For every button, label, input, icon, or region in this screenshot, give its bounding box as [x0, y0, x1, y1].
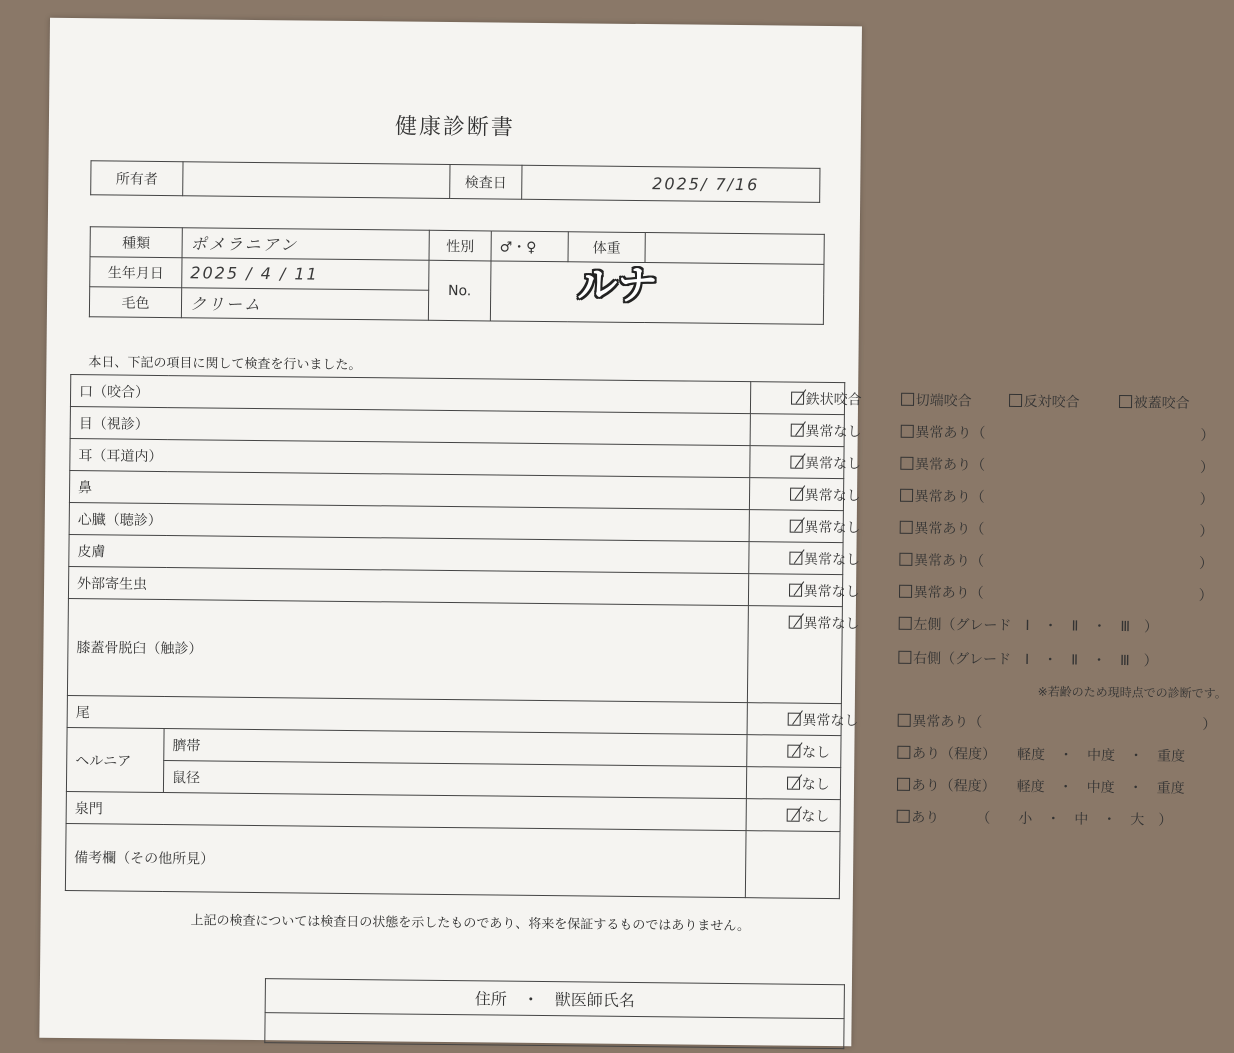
- close-paren: ）: [1199, 523, 1214, 540]
- tail-normal-option-label: 異常なし: [802, 712, 859, 729]
- breed-label: 種類: [90, 227, 182, 258]
- normal-option-label: 異常なし: [804, 519, 861, 536]
- patella-note: ※若齢のため現時点での診断です。: [1037, 684, 1227, 701]
- document-title: 健康診断書: [394, 114, 516, 141]
- exam-date-value: 2025/ 7/16: [522, 165, 820, 202]
- close-paren: ）: [1198, 555, 1214, 572]
- bite-option[interactable]: [1009, 390, 1080, 411]
- close-paren: ）: [1199, 491, 1214, 508]
- weight-label: 体重: [568, 232, 645, 263]
- close-paren: ）: [1200, 427, 1215, 444]
- tail-normal-option[interactable]: [787, 709, 858, 730]
- fontanelle-label: 泉門: [66, 792, 746, 831]
- normal-option-label: 異常なし: [803, 551, 861, 568]
- exam-row-options: [750, 382, 1190, 415]
- remarks-value[interactable]: [745, 831, 840, 899]
- normal-option[interactable]: [790, 452, 861, 473]
- breed-value: ポメラニアン: [182, 228, 429, 261]
- checkbox-icon[interactable]: [899, 552, 912, 565]
- sex-options: ♂・♀: [499, 239, 537, 256]
- abnormal-option[interactable]: [899, 581, 984, 602]
- exam-row-label: 耳（耳道内）: [70, 439, 750, 478]
- intro-text: 本日、下記の項目に関して検査を行いました。: [88, 355, 362, 374]
- abnormal-option-label: 異常あり（: [914, 456, 986, 474]
- hernia-inguinal-none-option[interactable]: [787, 773, 830, 793]
- exam-row-label: 心臓（聴診）: [69, 503, 749, 542]
- checkbox-icon[interactable]: [790, 455, 803, 468]
- checkbox-icon[interactable]: [787, 776, 800, 789]
- bite-option-label: 反対咬合: [1023, 393, 1080, 411]
- normal-option[interactable]: [790, 484, 861, 505]
- checkbox-icon[interactable]: [1009, 393, 1022, 406]
- checkbox-icon[interactable]: [897, 777, 910, 790]
- bite-option-label: 被蓋咬合: [1133, 394, 1190, 412]
- owner-value: [183, 162, 450, 199]
- footer-value: [265, 1013, 844, 1049]
- checkbox-icon[interactable]: [900, 424, 913, 437]
- patella-right-option-label: 右側（グレード Ⅰ ・ Ⅱ ・ Ⅲ ）: [912, 650, 1158, 670]
- pet-name-overlay: ルナ: [577, 262, 658, 310]
- checkbox-icon[interactable]: [787, 744, 800, 757]
- hernia-umbilical-none-option[interactable]: [787, 741, 830, 761]
- checkbox-icon[interactable]: [898, 651, 911, 664]
- fontanelle-present-option[interactable]: [896, 806, 939, 826]
- checkbox-icon[interactable]: [900, 456, 913, 469]
- patella-label: 膝蓋骨脱臼（触診）: [67, 599, 748, 703]
- checkbox-icon[interactable]: [899, 584, 912, 597]
- abnormal-option[interactable]: [900, 421, 985, 442]
- exam-date-label: 検査日: [450, 165, 522, 200]
- checkbox-icon[interactable]: [900, 488, 913, 501]
- exam-row-options: [749, 510, 1214, 543]
- bite-option[interactable]: [791, 388, 862, 409]
- owner-label: 所有者: [91, 161, 183, 196]
- abnormal-option[interactable]: [899, 549, 984, 570]
- hernia-umbilical-grades: 軽度 ・ 中度 ・ 重度: [1016, 746, 1186, 765]
- patella-normal-option[interactable]: [788, 613, 859, 634]
- patella-right-option[interactable]: [898, 648, 1158, 671]
- exam-rows: [65, 375, 1227, 899]
- normal-option-label: 異常なし: [805, 423, 862, 440]
- patella-options: [747, 606, 1227, 704]
- exam-row-label: 目（視診）: [70, 407, 750, 446]
- abnormal-option[interactable]: [899, 517, 984, 538]
- tail-options: [747, 703, 1217, 736]
- hernia-inguinal-none-option-label: なし: [801, 776, 830, 793]
- checkbox-icon[interactable]: [897, 713, 910, 726]
- checkbox-icon[interactable]: [787, 712, 800, 725]
- exam-row-options: [750, 414, 1215, 447]
- hernia-umbilical-present-option-label: あり（程度）: [911, 745, 997, 763]
- exam-row-label: 外部寄生虫: [68, 567, 748, 606]
- abnormal-option[interactable]: [900, 485, 985, 506]
- sex-value: [491, 231, 568, 262]
- checkbox-icon[interactable]: [791, 391, 804, 404]
- exam-row-label: 皮膚: [69, 535, 749, 574]
- checkbox-icon[interactable]: [1119, 395, 1132, 408]
- patella-normal-option-label: 異常なし: [803, 615, 860, 633]
- bite-option-label: 鉄状咬合: [805, 391, 862, 408]
- checkbox-icon[interactable]: [786, 808, 799, 821]
- fontanelle-none-option[interactable]: [786, 805, 829, 825]
- bite-option-label: 切端咬合: [915, 392, 972, 409]
- normal-option[interactable]: [789, 580, 860, 601]
- checkbox-icon[interactable]: [789, 551, 802, 564]
- abnormal-option-label: 異常あり（: [914, 488, 985, 506]
- hernia-umbilical-present-option[interactable]: [897, 742, 996, 763]
- normal-option-label: 異常なし: [804, 455, 862, 472]
- tail-abnormal-option[interactable]: [897, 710, 982, 731]
- patella-left-option[interactable]: [898, 614, 1158, 637]
- hernia-inguinal-label: 鼠径: [163, 761, 746, 799]
- footer-table: [264, 978, 845, 1049]
- birthdate-label: 生年月日: [90, 257, 182, 288]
- remarks-row: [65, 824, 840, 899]
- normal-option-label: 異常なし: [804, 487, 861, 504]
- exam-row-label: 口（咬合）: [70, 375, 750, 414]
- checkbox-icon[interactable]: [789, 583, 802, 596]
- exam-row-options: [748, 574, 1213, 607]
- checkbox-icon[interactable]: [790, 487, 803, 500]
- normal-option[interactable]: [790, 420, 861, 441]
- remarks-label: 備考欄（その他所見）: [65, 824, 745, 898]
- checkbox-icon[interactable]: [901, 392, 914, 405]
- abnormal-option-label: 異常あり（: [915, 424, 986, 442]
- sex-label: 性別: [429, 230, 491, 261]
- abnormal-option-label: 異常あり（: [914, 520, 985, 538]
- close-paren: ）: [1199, 459, 1215, 476]
- fontanelle-present-option-label: あり: [911, 809, 940, 826]
- hernia-label: ヘルニア: [66, 728, 164, 793]
- checkbox-icon[interactable]: [788, 616, 801, 629]
- normal-option[interactable]: [789, 516, 860, 537]
- pet-info-table: [89, 226, 825, 325]
- no-label: No.: [428, 260, 491, 321]
- patella-row: [67, 599, 842, 704]
- color-value: クリーム: [181, 288, 428, 321]
- hernia-umbilical-none-option-label: なし: [801, 744, 831, 761]
- close-paren: ）: [1198, 587, 1213, 604]
- normal-option-label: 異常なし: [803, 583, 860, 600]
- checkbox-icon[interactable]: [790, 423, 803, 436]
- exam-row-options: [749, 446, 1215, 479]
- exam-table: [65, 374, 1227, 899]
- abnormal-option-label: 異常あり（: [913, 552, 985, 570]
- health-certificate-paper: [39, 18, 1227, 1046]
- fontanelle-sizes: （ 小 ・ 中 ・ 大 ）: [976, 810, 1173, 829]
- exam-row-options: [749, 478, 1214, 511]
- color-label: 毛色: [89, 287, 181, 318]
- tail-abnormal-option-label: 異常あり（: [912, 713, 983, 731]
- exam-row-label: 鼻: [69, 471, 749, 510]
- disclaimer: 上記の検査については検査日の状態を示したものであり、将来を保証するものではありません。: [190, 913, 751, 935]
- birthdate-value: 2025 / 4 / 11: [182, 258, 429, 291]
- fontanelle-none-option-label: なし: [801, 808, 830, 825]
- footer-label: 住所 ・ 獣医師氏名: [265, 979, 844, 1019]
- checkbox-icon[interactable]: [896, 809, 909, 822]
- patella-left-option-label: 左側（グレード Ⅰ ・ Ⅱ ・ Ⅲ ）: [913, 616, 1159, 636]
- bite-option[interactable]: [1119, 392, 1190, 413]
- hernia-inguinal-present-option[interactable]: [897, 774, 996, 795]
- tail-label: 尾: [67, 696, 747, 735]
- checkbox-icon[interactable]: [897, 745, 910, 758]
- hernia-inguinal-present-option-label: あり（程度）: [911, 777, 996, 795]
- abnormal-option[interactable]: [900, 453, 985, 474]
- hernia-inguinal-grades: 軽度 ・ 中度 ・ 重度: [1016, 778, 1185, 797]
- abnormal-option-label: 異常あり（: [913, 584, 984, 602]
- fontanelle-options: [746, 799, 1173, 832]
- checkbox-icon[interactable]: [899, 520, 912, 533]
- owner-table: [90, 160, 820, 203]
- checkbox-icon[interactable]: [898, 617, 911, 630]
- bite-option[interactable]: [901, 389, 972, 410]
- checkbox-icon[interactable]: [789, 519, 802, 532]
- close-paren: ）: [1202, 716, 1217, 733]
- exam-row-options: [748, 542, 1214, 575]
- hernia-umbilical-label: 臍帯: [164, 729, 747, 767]
- hernia-inguinal-options: [746, 767, 1185, 800]
- normal-option[interactable]: [789, 548, 860, 569]
- hernia-umbilical-options: [746, 735, 1186, 768]
- weight-value: [645, 233, 824, 265]
